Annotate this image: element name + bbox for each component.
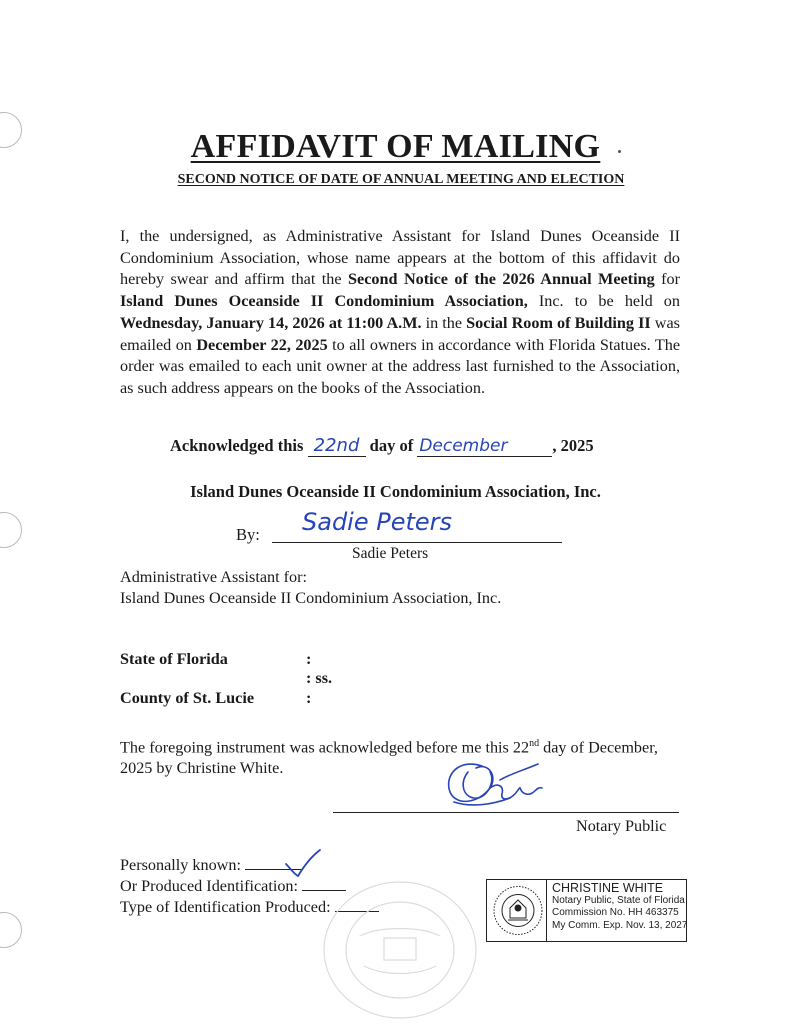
signer-role: Administrative Assistant for: Island Dunes Oceanside II Condominium Association, Inc. [120,568,502,607]
punch-hole [0,512,22,548]
venue-colon: : [306,689,312,707]
association-name: Island Dunes Oceanside II Condominium Association, Inc. [190,482,601,501]
notary-signature-line [333,812,679,813]
day-field [308,435,366,457]
stamp-line: Commission No. HH 463375 [552,907,679,918]
produced-id-line: Or Produced Identification: [120,876,379,897]
personally-known-line: Personally known: [120,855,379,876]
id-type-line: Type of Identification Produced: [120,897,379,918]
document-subtitle: SECOND NOTICE OF DATE OF ANNUAL MEETING AND ELECTION [177,172,625,187]
document-title: AFFIDAVIT OF MAILING [190,128,601,165]
stamp-line: Notary Public, State of Florida [552,894,685,906]
stamp-divider [546,879,547,942]
venue-state: State of Florida [120,650,228,668]
month-field [417,436,552,457]
venue-ss: : ss. [306,669,333,687]
notary-public-label: Notary Public [576,817,667,835]
venue-county: County of St. Lucie [120,689,255,707]
handwritten-month: December [419,436,508,456]
florida-seal-icon [492,882,544,939]
notary-statement: The foregoing instrument was acknowledged before me this 22nd day of December, 2025 by Christine White. [120,738,658,778]
embossed-seal-icon [320,876,480,1021]
venue-colon: : [306,650,312,668]
by-label: By: [236,525,260,544]
signer-name: Sadie Peters [352,545,429,562]
stamp-notary-name: CHRISTINE WHITE [552,881,664,895]
punch-hole [0,912,22,948]
stamp-text [552,882,687,932]
checkmark-icon [282,846,324,880]
notary-signature [438,752,568,818]
stray-mark [618,150,621,153]
acknowledgment-line: Acknowledged this 22nd day of December , 2025 [170,435,594,456]
affidavit-body: I, the undersigned, as Administrative Assistant for Island Dunes Oceanside II Condominium Association, whose name appears at the bottom of this affidavit do hereby swear and affirm that the Second Notice of the 2026 Annual Meeting for Island Dunes Oceanside II Condominium Association, Inc. to be held on Wednesday, January 14, 2026 at 11:00 A.M. in the Social Room of Building II was emailed on December 22, 2025 to all owners in accordance with Florida Statues. The order was emailed to each unit owner at the address last furnished to the Association, as such address appears on the books of the Association. [120,227,681,397]
handwritten-day: 22nd [313,435,360,456]
signature-line [272,542,562,543]
handwritten-signature: Sadie Peters [302,508,453,536]
stamp-line: My Comm. Exp. Nov. 13, 2027 [552,919,688,931]
